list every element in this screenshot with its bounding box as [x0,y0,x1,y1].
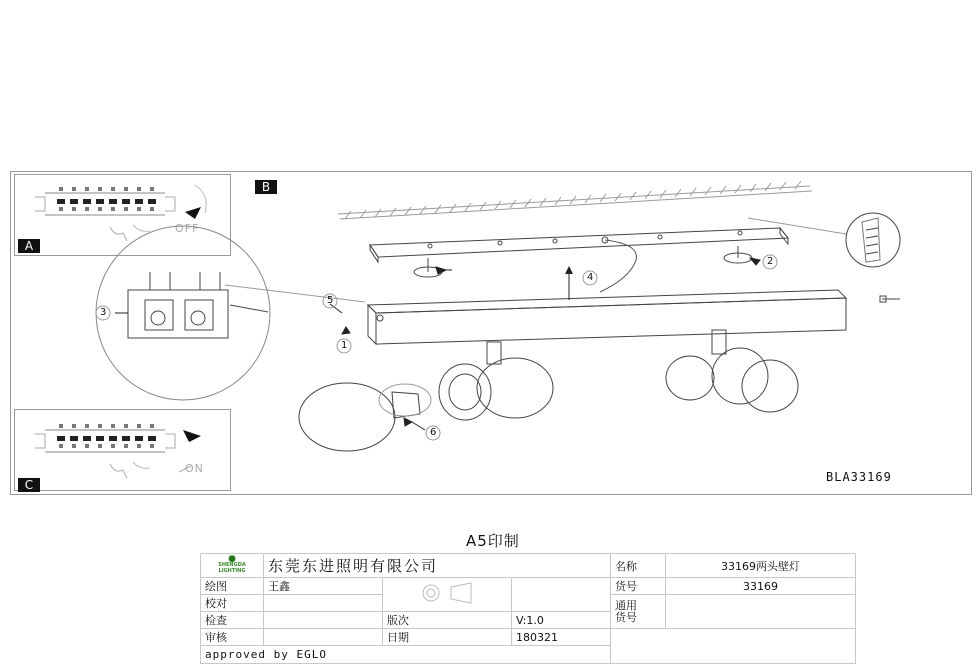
item-no-label: 货号 [611,578,666,595]
panel-a-tag: A [18,239,40,253]
callout-3: 3 [100,307,107,318]
check-value [264,595,383,612]
terminal-detail [96,226,365,400]
item-no-value: 33169 [666,578,856,595]
generic-value [666,595,856,629]
title-block [200,553,856,664]
spotlight-heads [439,330,798,420]
projection-symbol [383,578,512,612]
name-value: 33169两头壁灯 [666,554,856,578]
ceiling-hatch [338,181,812,219]
model-code: BLA33169 [826,470,892,484]
screws [414,246,900,302]
bulb [299,383,431,451]
logo-cell [201,554,264,578]
review-label: 审核 [201,629,264,646]
off-label: OFF [175,222,200,235]
panel-c-tag: C [18,478,40,492]
blank-cell-right [611,629,856,664]
version-value: V:1.0 [512,612,611,629]
callout-2: 2 [767,256,774,267]
company-logo: ● SHENGDA LIGHTING [218,554,246,574]
date-value: 180321 [512,629,611,646]
callout-1: 1 [341,340,348,351]
date-label: 日期 [383,629,512,646]
check-label: 校对 [201,595,264,612]
panel-b-tag: B [255,180,277,194]
lamp-body [368,290,846,344]
drawn-label: 绘图 [201,578,264,595]
name-label: 名称 [611,554,666,578]
mounting-bracket [370,228,788,262]
callout-4: 4 [587,272,594,283]
blank-cell [512,578,611,612]
callout-6: 6 [430,427,437,438]
version-label: 版次 [383,612,512,629]
projection-symbol-icon [407,581,487,605]
on-label: ON [185,462,204,475]
print-spec: A5印制 [466,532,520,550]
callout-5: 5 [327,295,334,306]
callout-arrows [115,258,760,430]
company-name: 东莞东进照明有限公司 [264,554,611,578]
inspect-label: 检查 [201,612,264,629]
review-value [264,629,383,646]
generic-label: 通用 货号 [611,595,666,629]
drawn-value: 王鑫 [264,578,383,595]
inspect-value [264,612,383,629]
approved-by: approved by EGLO [201,646,611,664]
